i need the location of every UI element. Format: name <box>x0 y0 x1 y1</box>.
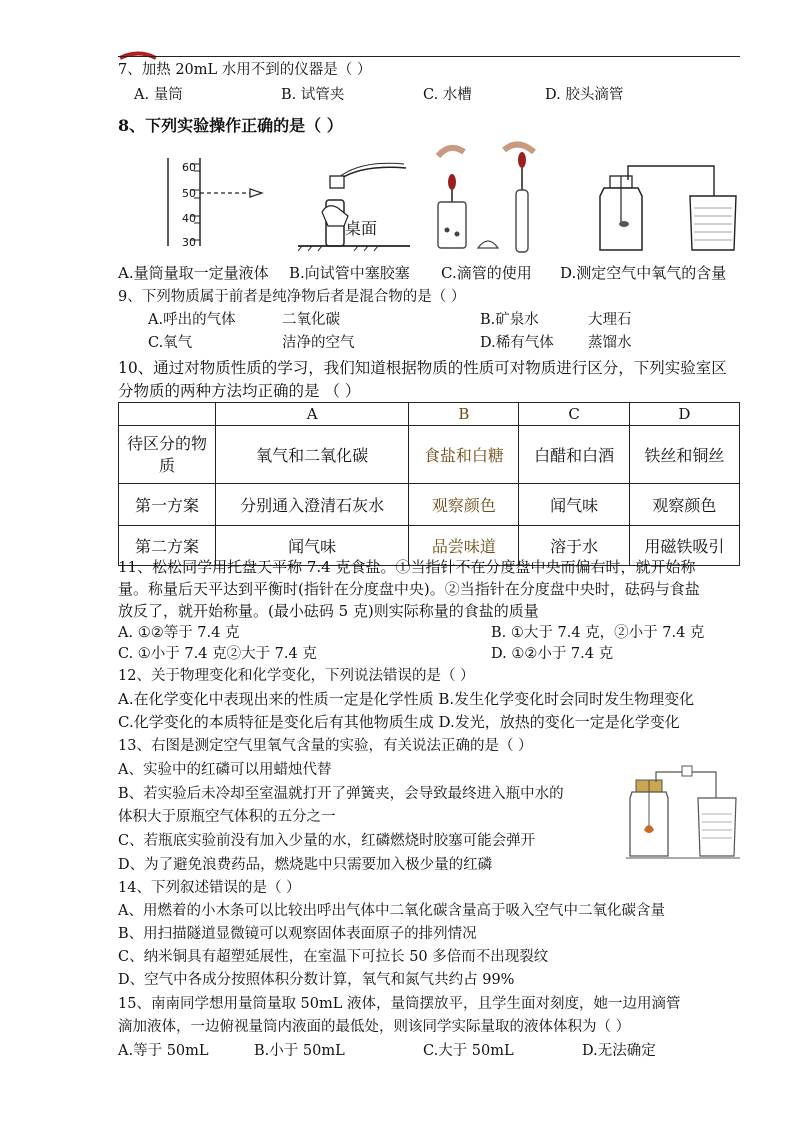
q9-option-a-second: 二氧化碳 <box>282 312 340 328</box>
q7-option-a[interactable]: A. 量筒 <box>134 87 183 103</box>
q9-option-d[interactable]: D.稀有气体 <box>480 335 554 351</box>
table-header-cell: A <box>216 403 409 426</box>
q9-option-a[interactable]: A.呼出的气体 <box>148 312 236 328</box>
table-row-head: 第二方案 <box>119 526 216 566</box>
q13-option-c[interactable]: C、若瓶底实验前没有加入少量的水，红磷燃烧时胶塞可能会弹开 <box>118 833 536 849</box>
q9-stem: 9、下列物质属于前者是纯净物后者是混合物的是（ ） <box>118 289 466 305</box>
table-header-cell: D <box>629 403 739 426</box>
table-row-head: 待区分的物质 <box>119 426 216 484</box>
q14-option-d[interactable]: D、空气中各成分按照体积分数计算，氧气和氮气共约占 99% <box>118 972 515 988</box>
q10-stem-line1: 10、通过对物质性质的学习，我们知道根据物质的性质可对物质进行区分，下列实验室区 <box>118 359 727 377</box>
q13-option-b-line1[interactable]: B、若实验后未冷却至室温就打开了弹簧夹，会导致最终进入瓶中水的 <box>118 786 564 802</box>
q13-option-d[interactable]: D、为了避免浪费药品，燃烧匙中只需要加入极少量的红磷 <box>118 857 493 873</box>
figure-d-oxygen-setup <box>598 162 738 254</box>
q11-option-a[interactable]: A. ①②等于 7.4 克 <box>118 625 240 641</box>
table-cell: 氧气和二氧化碳 <box>216 426 409 484</box>
tick-30: 30 <box>182 236 196 249</box>
q11-option-b[interactable]: B. ①大于 7.4 克，②小于 7.4 克 <box>491 625 705 641</box>
table-cell: 分别通入澄清石灰水 <box>216 484 409 526</box>
q11-option-d[interactable]: D. ①②小于 7.4 克 <box>491 646 614 662</box>
q15-option-a[interactable]: A.等于 50mL <box>118 1043 209 1059</box>
q9-option-b-second: 大理石 <box>588 312 632 328</box>
q12-options-cd[interactable]: C.化学变化的本质特征是变化后有其他物质生成 D.发光，放热的变化一定是化学变化 <box>118 713 680 731</box>
table-cell: 观察颜色 <box>629 484 739 526</box>
table-row-head: 第一方案 <box>119 484 216 526</box>
q14-option-a[interactable]: A、用燃着的小木条可以比较出呼出气体中二氧化碳含量高于吸入空气中二氧化碳含量 <box>118 903 665 919</box>
q9-option-c[interactable]: C.氧气 <box>148 335 193 351</box>
q9-option-b[interactable]: B.矿泉水 <box>480 312 539 328</box>
q15-option-d[interactable]: D.无法确定 <box>582 1043 656 1059</box>
q8-caption-a[interactable]: A.量筒量取一定量液体 <box>118 264 269 282</box>
table-row <box>119 426 740 484</box>
table-cell: 白醋和白酒 <box>519 426 629 484</box>
q11-stem-line3: 放反了，就开始称量。(最小砝码 5 克)则实际称量的食盐的质量 <box>118 602 539 620</box>
table-cell: 观察颜色 <box>409 484 519 526</box>
q8-caption-d[interactable]: D.测定空气中氧气的含量 <box>560 264 727 282</box>
q13-apparatus-figure <box>626 758 740 864</box>
q10-comparison-table <box>118 402 740 566</box>
figure-a-cylinder <box>160 156 270 248</box>
q8-caption-b[interactable]: B.向试管中塞胶塞 <box>289 264 410 282</box>
q9-option-c-second: 洁净的空气 <box>282 335 355 351</box>
tick-50: 50 <box>182 187 196 200</box>
figure-c-dropper <box>430 138 545 256</box>
tick-60: 60 <box>182 161 196 174</box>
q9-option-d-second: 蒸馏水 <box>588 335 632 351</box>
q10-stem-line2: 分物质的两种方法均正确的是 （ ） <box>118 382 361 400</box>
table-header-row <box>119 403 740 426</box>
q7-option-d[interactable]: D. 胶头滴管 <box>545 87 624 103</box>
table-cell: 食盐和白糖 <box>409 426 519 484</box>
table-cell: 品尝味道 <box>409 526 519 566</box>
table-header-cell: B <box>409 403 519 426</box>
q11-stem-line2: 量。称量后天平达到平衡时(指针在分度盘中央)。②当指针在分度盘中央时，砝码与食盐 <box>118 580 700 598</box>
q15-option-b[interactable]: B.小于 50mL <box>254 1043 345 1059</box>
table-cell: 用磁铁吸引 <box>629 526 739 566</box>
q13-stem: 13、右图是测定空气里氧气含量的实验，有关说法正确的是（ ） <box>118 738 533 754</box>
table-header-cell <box>119 403 216 426</box>
q13-option-b-line2: 体积大于原瓶空气体积的五分之一 <box>118 809 336 825</box>
q12-stem: 12、关于物理变化和化学变化，下列说法错误的是（ ） <box>118 668 475 684</box>
header-rule <box>118 56 740 57</box>
q7-option-b[interactable]: B. 试管夹 <box>281 87 345 103</box>
q7-stem: 7、加热 20mL 水用不到的仪器是（ ） <box>118 62 372 78</box>
q15-option-c[interactable]: C.大于 50mL <box>423 1043 514 1059</box>
table-cell: 溶于水 <box>519 526 629 566</box>
q8-stem: 8、下列实验操作正确的是（ ） <box>118 116 343 135</box>
q14-option-b[interactable]: B、用扫描隧道显微镜可以观察固体表面原子的排列情况 <box>118 926 477 942</box>
q14-stem: 14、下列叙述错误的是（ ） <box>118 880 301 896</box>
q11-stem-line1: 11、松松同学用托盘天平称 7.4 克食盐。①当指针不在分度盘中央而偏右时，就开始称 <box>118 558 696 576</box>
table-row <box>119 484 740 526</box>
table-cell: 闻气味 <box>519 484 629 526</box>
q15-stem-line1: 15、南南同学想用量筒量取 50mL 液体，量筒摆放平，且学生面对刻度，她一边用滴管 <box>118 996 681 1012</box>
q14-option-c[interactable]: C、纳米铜具有超塑延展性，在室温下可拉长 50 多倍而不出现裂纹 <box>118 949 549 965</box>
table-header-cell: C <box>519 403 629 426</box>
q11-option-c[interactable]: C. ①小于 7.4 克②大于 7.4 克 <box>118 646 317 662</box>
q12-options-ab[interactable]: A.在化学变化中表现出来的性质一定是化学性质 B.发生化学变化时会同时发生物理变化 <box>118 690 695 708</box>
desk-label: 桌面 <box>345 219 378 238</box>
q13-option-a[interactable]: A、实验中的红磷可以用蜡烛代替 <box>118 762 332 778</box>
tick-40: 40 <box>182 212 196 225</box>
q7-option-c[interactable]: C. 水槽 <box>423 87 472 103</box>
table-cell: 闻气味 <box>216 526 409 566</box>
table-cell: 铁丝和铜丝 <box>629 426 739 484</box>
q15-stem-line2: 滴加液体，一边俯视量筒内液面的最低处，则该同学实际量取的液体体积为（ ） <box>118 1019 631 1035</box>
q8-caption-c[interactable]: C.滴管的使用 <box>441 264 532 282</box>
